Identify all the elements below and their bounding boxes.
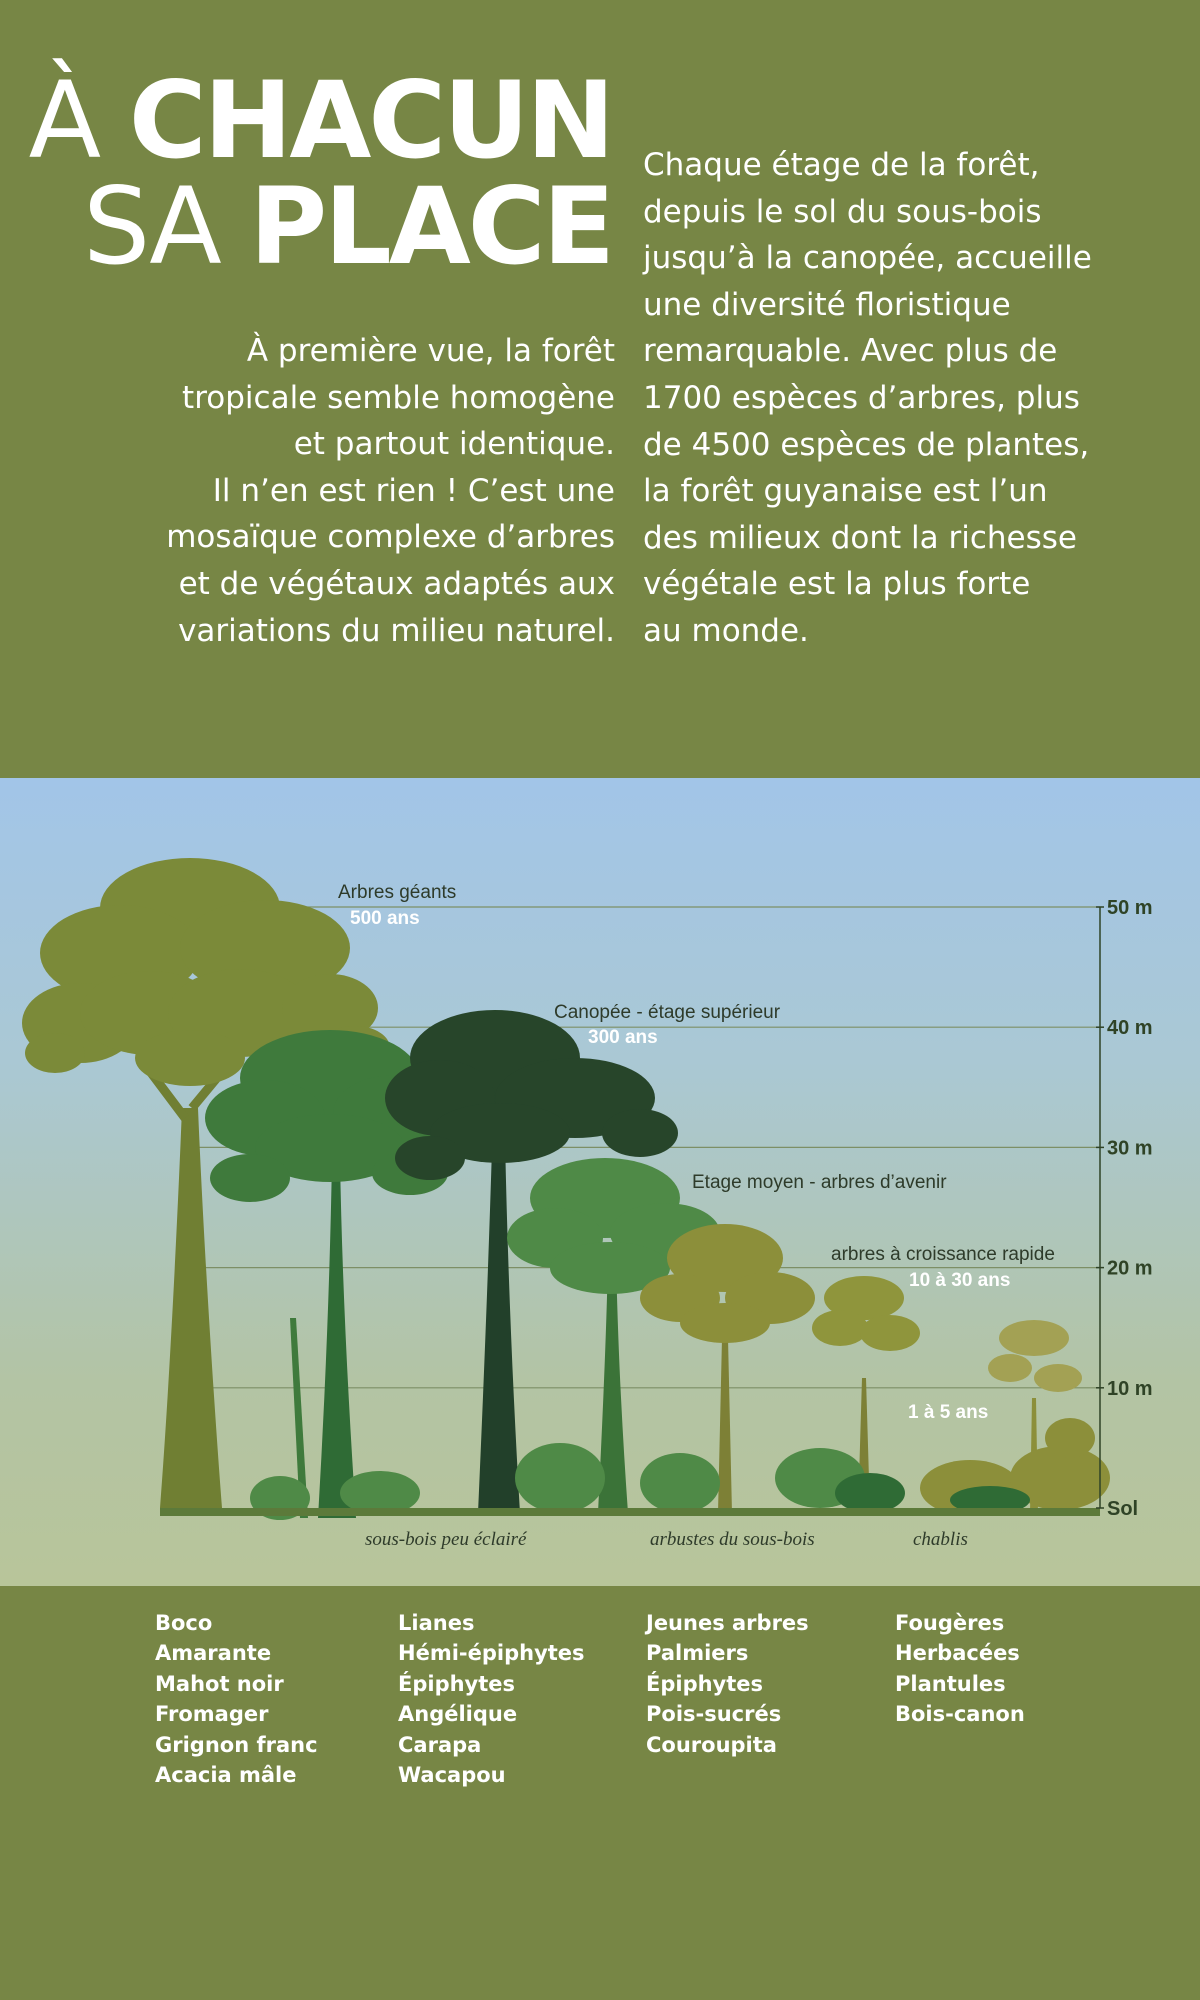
title-prefix-2: SA (83, 165, 219, 288)
species-item: Amarante (155, 1641, 272, 1666)
species-item: Carapa (398, 1732, 482, 1757)
scale-tick-label: Sol (1107, 1498, 1139, 1520)
species-item: Pois-sucrés (646, 1702, 782, 1727)
scale-tick-label: 50 m (1107, 897, 1153, 919)
species-column-4 (895, 1608, 1025, 1730)
scale-tick-label: 10 m (1107, 1377, 1153, 1400)
forest-profile-svg (0, 778, 1200, 1586)
height-scale (1096, 897, 1153, 1520)
title-bold-1: CHACUN (128, 59, 612, 182)
species-list-panel (0, 1586, 1200, 2000)
species-item: Mahot noir (155, 1671, 284, 1696)
intro-line: variations du milieu naturel. (178, 612, 615, 649)
species-item: Fougères (895, 1611, 1005, 1635)
species-item: Angélique (398, 1702, 518, 1727)
species-item: Épiphytes (398, 1671, 516, 1696)
intro-line: mosaïque complexe d’arbres (166, 519, 615, 556)
label-young-age: 1 à 5 ans (908, 1402, 989, 1423)
forest-profile-diagram (0, 778, 1200, 1586)
title-bold-2: PLACE (249, 165, 612, 288)
intro-line: et partout identique. (293, 426, 615, 463)
scale-tick-label: 20 m (1107, 1257, 1153, 1280)
species-item: Lianes (398, 1611, 475, 1635)
lead-line: depuis le sol du sous-bois (643, 193, 1042, 230)
lead-line: Chaque étage de la forêt, (643, 147, 1040, 183)
species-item: Fromager (155, 1702, 269, 1727)
species-item: Couroupita (646, 1732, 777, 1757)
lead-line: une diversité floristique (643, 286, 1011, 323)
species-item: Palmiers (646, 1641, 749, 1666)
label-giant-trees: Arbres géants (338, 882, 457, 903)
species-item: Épiphytes (646, 1671, 764, 1696)
intro-paragraph (60, 328, 615, 654)
species-item: Hémi-épiphytes (398, 1641, 585, 1666)
lead-line: remarquable. Avec plus de (643, 333, 1058, 370)
ground-label-shrubs: arbustes du sous-bois (650, 1529, 815, 1550)
label-canopy-age: 300 ans (588, 1027, 658, 1048)
species-item: Wacapou (398, 1763, 506, 1788)
label-giant-trees-age: 500 ans (350, 908, 420, 929)
intro-line: À première vue, la forêt (246, 333, 615, 369)
lead-line: de 4500 espèces de plantes, (643, 426, 1090, 463)
scale-tick-label: 40 m (1107, 1017, 1153, 1040)
species-item: Herbacées (895, 1641, 1020, 1666)
species-item: Plantules (895, 1671, 1006, 1696)
intro-line: et de végétaux adaptés aux (178, 565, 615, 602)
lead-line: la forêt guyanaise est l’un (643, 473, 1048, 510)
intro-line: tropicale semble homogène (182, 379, 615, 416)
lead-line: végétale est la plus forte (643, 566, 1031, 603)
species-item: Grignon franc (155, 1732, 318, 1757)
page-title (28, 59, 612, 288)
label-fast-growing: arbres à croissance rapide (831, 1244, 1055, 1265)
lead-line: des milieux dont la richesse (643, 519, 1077, 556)
header-panel (0, 0, 1200, 778)
species-item: Bois-canon (895, 1702, 1025, 1727)
label-middle-layer: Etage moyen - arbres d’avenir (692, 1172, 947, 1193)
species-column-1 (155, 1608, 318, 1790)
label-canopy: Canopée - étage supérieur (554, 1002, 781, 1023)
lead-paragraph (643, 142, 1173, 655)
species-column-3 (646, 1608, 809, 1760)
species-item: Boco (155, 1611, 213, 1635)
species-item: Jeunes arbres (646, 1611, 809, 1635)
title-line-2 (29, 165, 612, 288)
label-fast-growing-age: 10 à 30 ans (909, 1270, 1011, 1291)
scale-tick-label: 30 m (1107, 1137, 1153, 1160)
lead-line: jusqu’à la canopée, accueille (643, 240, 1092, 277)
intro-line: Il n’en est rien ! C’est une (212, 472, 615, 509)
ground-label-gaps: chablis (913, 1529, 968, 1550)
species-item: Acacia mâle (155, 1763, 297, 1788)
title-prefix-1: À (28, 59, 99, 182)
species-column-2 (398, 1608, 585, 1790)
ground-label-understory: sous-bois peu éclairé (365, 1529, 527, 1550)
title-line-1 (28, 59, 612, 182)
lead-line: 1700 espèces d’arbres, plus (643, 379, 1080, 416)
lead-line: au monde. (643, 612, 809, 649)
